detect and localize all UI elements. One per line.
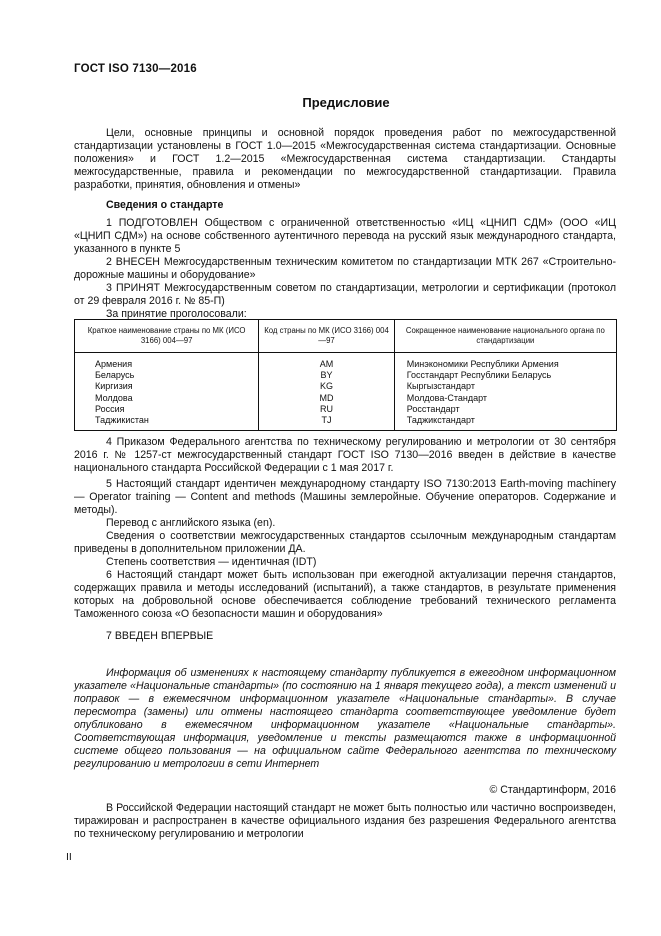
item-6-paragraph: 6 Настоящий стандарт может быть использован при ежегодной актуализации перечня стандартов, содержащих правила и методы исследований (испытаний), а также стандартов, в результате применения которых на добровольной основе обеспечивается соблюдение требований технического регламента Таможенного союза «О безопасности машин и оборудования» [74,569,616,620]
table-header-row [75,320,617,353]
standard-info-block [74,199,616,321]
item-3-paragraph: 3 ПРИНЯТ Межгосударственным советом по стандартизации, метрологии и сертификации (протокол от 29 февраля 2016 г. № 85-П) [74,282,616,307]
table-cell-body: Минэкономики Республики Армения [394,353,616,371]
intro-paragraph: Цели, основные принципы и основной порядок проведения работ по межгосударственной стандартизации установлены в ГОСТ 1.0—2015 «Межгосударственная система стандартизации. Основные положения» и ГОСТ 1.2—2015 «Межгосударственная система стандартизации. Стандарты межгосударственные, правила и рекомендации по межгосударственной стандартизации. Правила разработки, принятия, обновления и отмены» [74,127,616,191]
item-5-degree-line: Степень соответствия — идентичная (IDT) [106,556,317,568]
table-row [75,370,617,381]
copyright-line: © Стандартинформ, 2016 [489,784,616,796]
table-cell-country: Россия [75,404,259,415]
changes-info-paragraph: Информация об изменениях к настоящему стандарту публикуется в ежегодном информационном указателе «Национальные стандарты» (по состоянию на 1 января текущего года), а текст изменений и поправок — в ежемесячном информационном указателе «Национальные стандарты». В случае пересмотра (замены) или отмены настоящего стандарта соответствующее уведомление будет опубликовано в ежемесячном информационном указателе «Национальные стандарты». Соответствующая информация, уведомление и тексты размещаются также в информационной системе общего пользования — на официальном сайте Федерального агентства по техническому регулированию и метрологии в сети Интернет [74,667,616,770]
table-cell-code: TJ [259,415,395,431]
table-cell-code: BY [259,370,395,381]
legal-notice-paragraph: В Российской Федерации настоящий стандарт не может быть полностью или частично воспроизведен, тиражирован и распространен в качестве официального издания без разрешения Федерального агентства по техническому регулированию и метрологии [74,802,616,840]
legal-notice-block [74,802,616,841]
table-cell-body: Кыргызстандарт [394,381,616,392]
table-cell-code: AM [259,353,395,371]
item-1-paragraph: 1 ПОДГОТОВЛЕН Обществом с ограниченной ответственностью «ИЦ «ЦНИП СДМ» (ООО «ИЦ «ЦНИП СДМ») на основе собственного аутентичного перевода на русский язык международного стандарта, указанного в пункте 5 [74,217,616,255]
table-cell-country: Таджикистан [75,415,259,431]
item-3-voted-line: За принятие проголосовали: [106,308,247,320]
table-row [75,404,617,415]
table-row [75,353,617,371]
voting-countries-table [74,319,617,431]
table-cell-country: Армения [75,353,259,371]
item-5-paragraph: 5 Настоящий стандарт идентичен международному стандарту ISO 7130:2013 Earth-moving machinery — Operator training — Content and methods (Машины землеройные. Обучение операторов. Содержание и методы). [74,478,616,516]
table-cell-body: Таджикстандарт [394,415,616,431]
table-header-code: Код страны по МК (ИСО 3166) 004—97 [259,320,395,353]
item-2-paragraph: 2 ВНЕСЕН Межгосударственным техническим комитетом по стандартизации МТК 267 «Строительно-дорожные машины и оборудование» [74,256,616,281]
document-code: ГОСТ ISO 7130—2016 [74,63,197,75]
table-header-country: Краткое наименование страны по МК (ИСО 3166) 004—97 [75,320,259,353]
table-header-body: Сокращенное наименование национального органа по стандартизации [394,320,616,353]
table-cell-country: Киргизия [75,381,259,392]
standard-info-block-continued [74,436,616,643]
table-cell-code: MD [259,393,395,404]
intro-block [74,127,616,192]
table-row [75,415,617,431]
table-row [75,381,617,392]
page-title: Предисловие [302,95,390,110]
item-5-translation-line: Перевод с английского языка (en). [106,517,276,529]
table-cell-country: Беларусь [75,370,259,381]
item-7-paragraph: 7 ВВЕДЕН ВПЕРВЫЕ [106,630,214,642]
page-number: II [66,851,72,863]
table-cell-body: Росстандарт [394,404,616,415]
table-cell-country: Молдова [75,393,259,404]
table-row [75,393,617,404]
table-cell-body: Молдова-Стандарт [394,393,616,404]
changes-info-block [74,667,616,771]
table-cell-body: Госстандарт Республики Беларусь [394,370,616,381]
table-cell-code: RU [259,404,395,415]
item-5-references-line: Сведения о соответствии межгосударственных стандартов ссылочным международным стандартам приведены в дополнительном приложении ДА. [74,530,616,555]
table-cell-code: KG [259,381,395,392]
item-4-paragraph: 4 Приказом Федерального агентства по техническому регулированию и метрологии от 30 сентября 2016 г. № 1257-ст межгосударственный стандарт ГОСТ ISO 7130—2016 введен в действие в качестве национального стандарта Российской Федерации с 1 мая 2017 г. [74,436,616,474]
section-heading: Сведения о стандарте [106,199,224,211]
